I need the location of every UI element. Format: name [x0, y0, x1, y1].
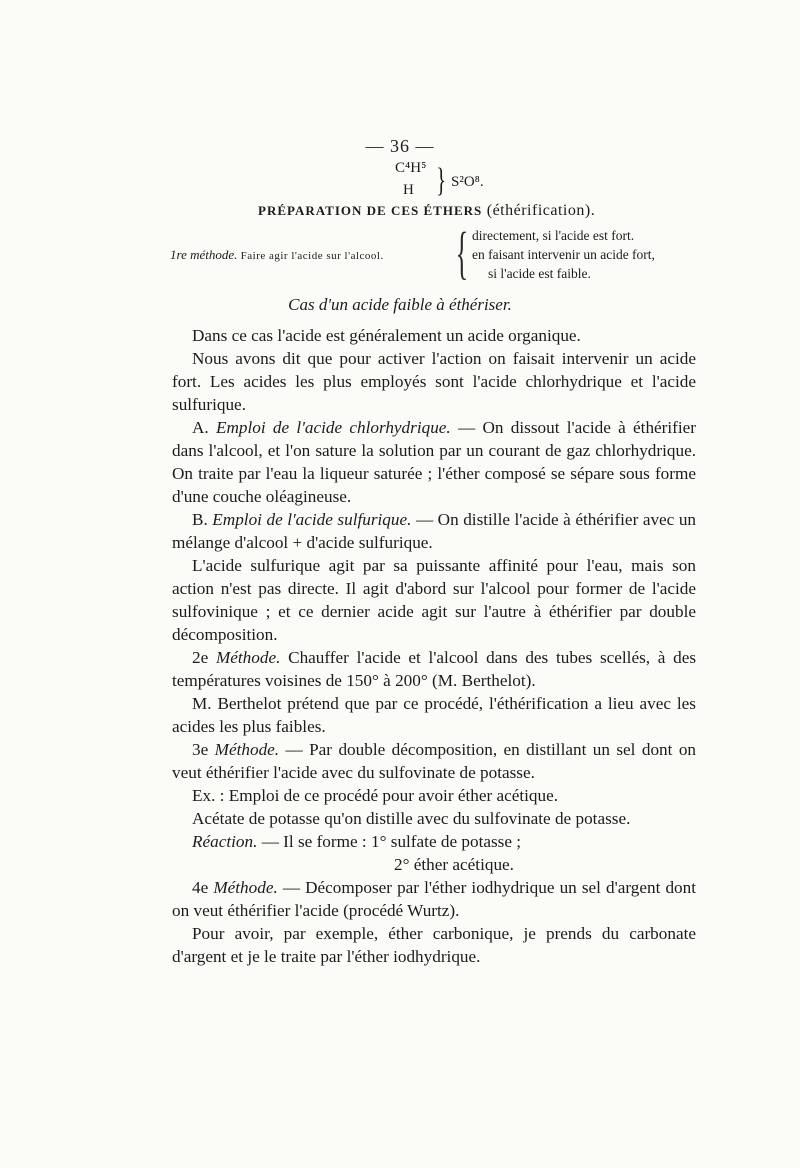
paragraph [172, 646, 696, 692]
formula-top: C⁴H⁵ [395, 160, 427, 176]
paragraph: M. Berthelot prétend que par ce procédé, l'éthérification a lieu avec les acides les plus faibles. [172, 694, 696, 736]
paragraph: Pour avoir, par exemple, éther carbonique, je prends du carbonate d'argent et je le traite par l'éther iodhydrique. [172, 924, 696, 966]
methode1-label: Faire agir l'acide sur l'alcool. [240, 250, 384, 262]
formula-right: S²O⁸. [451, 174, 484, 190]
methode1-number: 1re méthode. [170, 247, 238, 262]
paragraph-label: A. [192, 418, 209, 437]
paragraph-heading: Emploi de l'acide sulfurique. [212, 510, 412, 529]
paragraph-text: — Décomposer par l'éther iodhydrique un sel d'argent dont on veut éthérifier l'acide (procédé Wurtz). [172, 878, 697, 920]
paragraph: Acétate de potasse qu'on distille avec du sulfovinate de potasse. [192, 809, 631, 828]
formula-bottom: H [403, 182, 414, 198]
brace-glyph-large: { [455, 220, 469, 285]
paragraph: Dans ce cas l'acide est généralement un acide organique. [192, 326, 581, 345]
section-title-rest: (éthérification). [486, 202, 596, 219]
paragraph-text: Chauffer l'acide et l'alcool dans des tubes scellés, à des températures voisines de 150° à 200° (M. Berthelot). [172, 648, 697, 690]
paragraph: 2° éther acétique. [394, 855, 514, 874]
brace-glyph: } [436, 162, 447, 199]
paragraph-heading: Emploi de l'acide chlorhydrique. [216, 418, 451, 437]
paragraph [172, 876, 696, 922]
paragraph-heading: Méthode. [213, 878, 278, 897]
body-text [172, 324, 696, 968]
paragraph-label: 4e [192, 878, 209, 897]
paragraph: Nous avons dit que pour activer l'action on faisait intervenir un acide fort. Les acides les plus employés sont l'acide chlorhydrique et l'acide sulfurique. [172, 349, 696, 414]
methode1-heading [170, 247, 384, 263]
paragraph-text: — On distille l'acide à éthérifier avec un mélange d'alcool + d'acide sulfurique. [172, 510, 697, 552]
paragraph-text: — On dissout l'acide à éthérifier dans l'alcool, et l'on sature la solution par un courant de gaz chlorhydrique. On traite par l'eau la liqueur saturée ; l'éther composé se sépare sous forme d'une couche oléagineuse. [172, 418, 697, 506]
paragraph-label: 2e [192, 648, 209, 667]
paragraph [172, 508, 696, 554]
methode1-options [472, 226, 655, 283]
paragraph: L'acide sulfurique agit par sa puissante affinité pour l'eau, mais son action n'est pas directe. Il agit d'abord sur l'alcool pour former de l'acide sulfovinique ; et ce dernier acide agit sur l'autre à éthérifier par double décomposition. [172, 556, 696, 644]
paragraph-text: — Par double décomposition, en distillant un sel dont on veut éthérifier l'acide avec du sulfovinate de potasse. [172, 740, 697, 782]
paragraph-text: — Il se forme : 1° sulfate de potasse ; [261, 832, 522, 851]
section-title-caps: PRÉPARATION DE CES ÉTHERS [258, 203, 483, 218]
page-number: — 36 — [365, 136, 435, 156]
option-item: en faisant intervenir un acide fort, [472, 247, 655, 262]
paragraph [172, 416, 696, 508]
option-item: si l'acide est faible. [488, 266, 591, 281]
paragraph: Ex. : Emploi de ce procédé pour avoir éther acétique. [192, 786, 559, 805]
paragraph-label: B. [192, 510, 208, 529]
paragraph [172, 830, 696, 853]
subtitle: Cas d'un acide faible à éthériser. [288, 295, 512, 314]
paragraph-heading: Méthode. [214, 740, 280, 759]
paragraph-heading: Méthode. [215, 648, 281, 667]
section-title [258, 202, 595, 220]
paragraph-heading: Réaction. [192, 832, 258, 851]
paragraph-label: 3e [192, 740, 209, 759]
paragraph [172, 738, 696, 784]
option-item: directement, si l'acide est fort. [472, 228, 635, 243]
